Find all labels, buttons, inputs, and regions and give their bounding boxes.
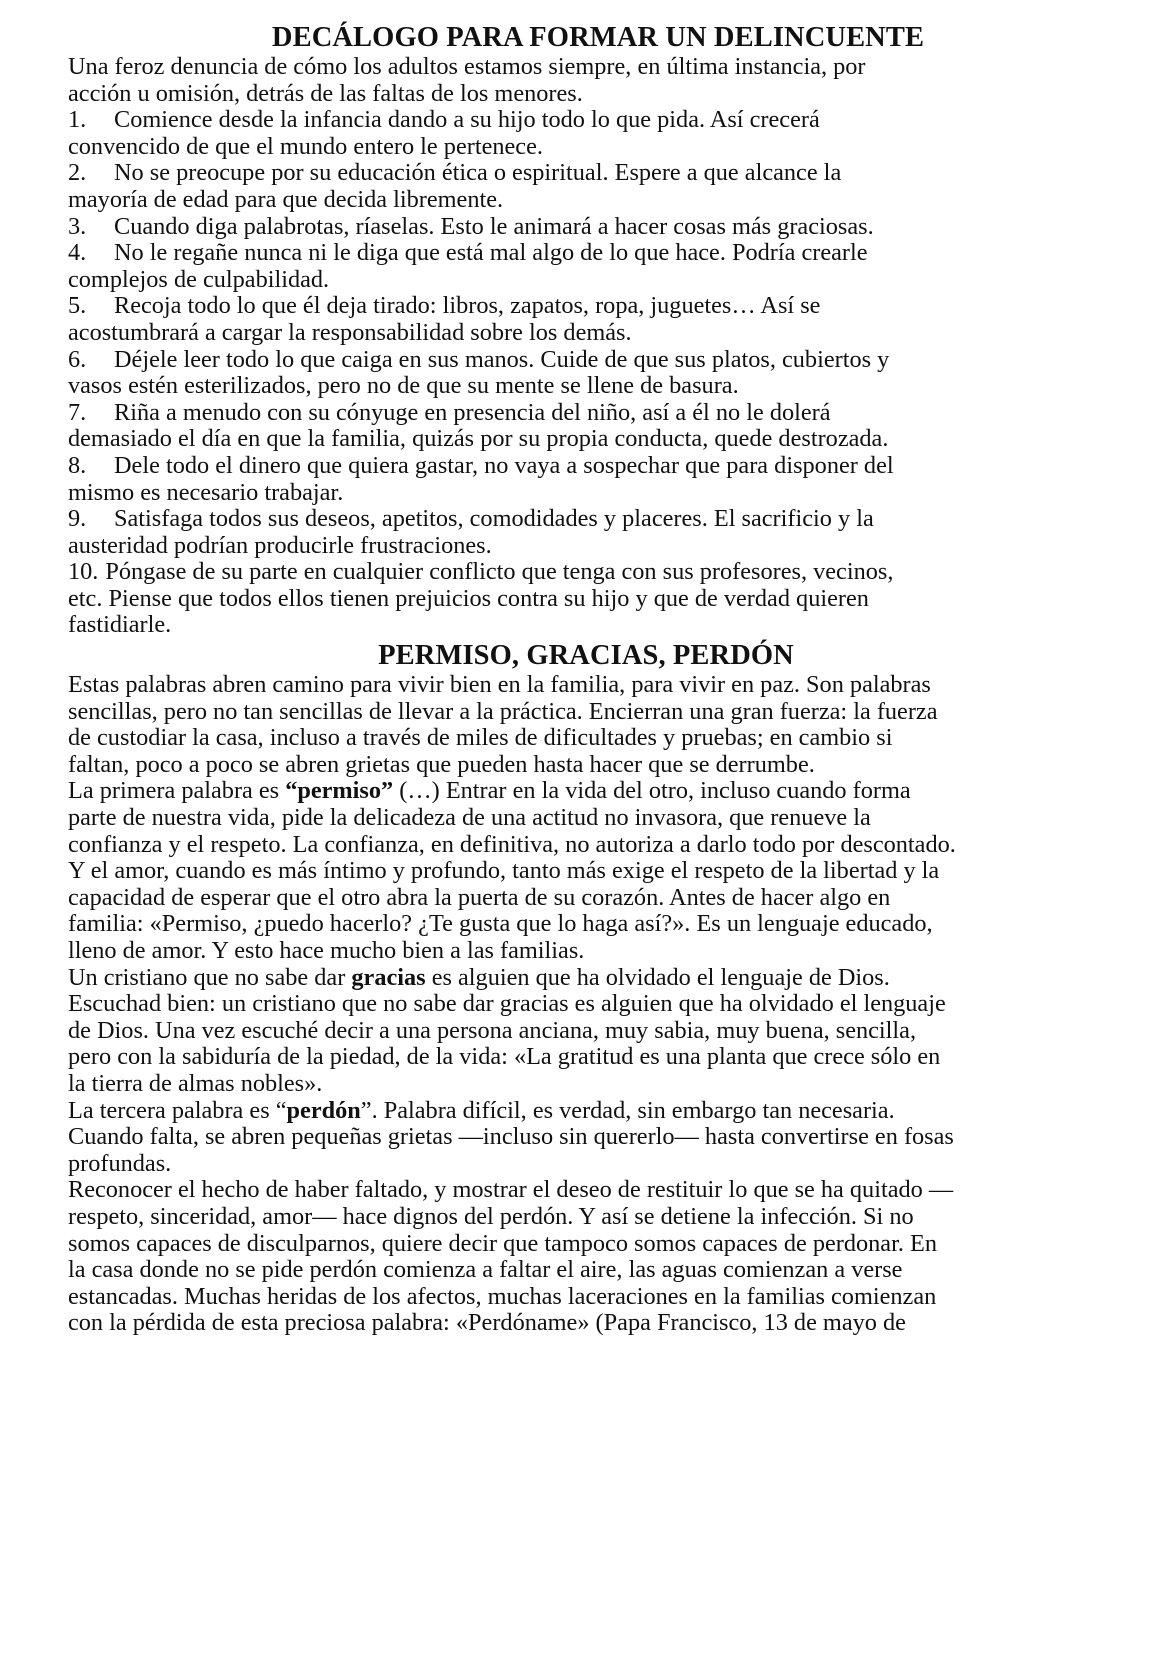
text-run: es alguien que ha olvidado el lenguaje de Dios. [425, 963, 890, 991]
paragraph-line: Escuchad bien: un cristiano que no sabe dar gracias es alguien que ha olvidado el lenguaje [68, 990, 946, 1018]
text-run: (…) Entrar en la vida del otro, incluso cuando forma [393, 777, 911, 805]
document-page [68, 22, 1114, 1337]
paragraph-line: familia: «Permiso, ¿puedo hacerlo? ¿Te gusta que lo haga así?». Es un lenguaje educado, [68, 910, 933, 938]
paragraph-line: capacidad de esperar que el otro abra la puerta de su corazón. Antes de hacer algo en [68, 883, 891, 911]
paragraph-line: la tierra de almas nobles». [68, 1069, 323, 1097]
paragraph-permiso [68, 778, 1114, 964]
keyword-gracias: gracias [351, 963, 426, 991]
item-text: Satisfaga todos sus deseos, apetitos, comodidades y placeres. El sacrificio y la [114, 505, 874, 533]
list-item [68, 453, 1114, 506]
intro-line: faltan, poco a poco se abren grietas que pueden hasta hacer que se derrumbe. [68, 750, 815, 778]
item-text: Riña a menudo con su cónyuge en presencia del niño, así a él no le dolerá [114, 398, 831, 426]
paragraph-perdon [68, 1098, 1114, 1178]
text-run: Un cristiano que no sabe dar [68, 963, 352, 991]
item-text: Comience desde la infancia dando a su hijo todo lo que pida. Así crecerá [114, 106, 820, 134]
item-text: Cuando diga palabrotas, ríaselas. Esto le animará a hacer cosas más graciosas. [114, 212, 874, 240]
item-text: demasiado el día en que la familia, quizás por su propia conducta, quede destrozada. [68, 425, 889, 453]
list-item [68, 293, 1114, 346]
item-number: 6. [68, 345, 87, 373]
item-text: fastidiarle. [68, 611, 172, 639]
item-text: Dele todo el dinero que quiera gastar, no vaya a sospechar que para disponer del [114, 451, 894, 479]
list-item [68, 506, 1114, 559]
item-text: etc. Piense que todos ellos tienen prejuicios contra su hijo y que de verdad quieren [68, 584, 869, 612]
text-run: La tercera palabra es “ [68, 1096, 287, 1124]
paragraph-line: pero con la sabiduría de la piedad, de la vida: «La gratitud es una planta que crece sólo en [68, 1043, 941, 1071]
paragraph-line: profundas. [68, 1149, 172, 1177]
list-item [68, 240, 1114, 293]
keyword-perdon: perdón [286, 1096, 361, 1124]
item-text: mismo es necesario trabajar. [68, 478, 344, 506]
paragraph-line: la casa donde no se pide perdón comienza a faltar el aire, las aguas comienzan a verse [68, 1256, 903, 1284]
paragraph-line: Reconocer el hecho de haber faltado, y mostrar el deseo de restituir lo que se ha quitado — [68, 1176, 954, 1204]
item-text: Póngase de su parte en cualquier conflicto que tenga con sus profesores, vecinos, [105, 558, 894, 586]
item-text: austeridad podrían producirle frustraciones. [68, 531, 492, 559]
keyword-permiso: “permiso” [285, 777, 394, 805]
text-run: ”. Palabra difícil, es verdad, sin embargo tan necesaria. [360, 1096, 895, 1124]
section2-intro [68, 672, 1114, 778]
paragraph-line: Y el amor, cuando es más íntimo y profundo, tanto más exige el respeto de la libertad y la [68, 857, 940, 885]
item-text: Recoja todo lo que él deja tirado: libros, zapatos, ropa, juguetes… Así se [114, 292, 821, 320]
paragraph-line: confianza y el respeto. La confianza, en definitiva, no autoriza a darlo todo por descontado. [68, 830, 956, 858]
paragraph-line: con la pérdida de esta preciosa palabra: «Perdóname» (Papa Francisco, 13 de mayo de [68, 1309, 906, 1337]
intro-line: sencillas, pero no tan sencillas de llevar a la práctica. Encierran una gran fuerza: la fuerza [68, 697, 938, 725]
item-number: 2. [68, 159, 87, 187]
item-number: 5. [68, 292, 87, 320]
item-number: 3. [68, 212, 87, 240]
item-text: convencido de que el mundo entero le pertenece. [68, 132, 543, 160]
item-text: complejos de culpabilidad. [68, 265, 330, 293]
decalogo-list [68, 107, 1114, 639]
list-item [68, 160, 1114, 213]
item-number: 8. [68, 451, 87, 479]
section-title-permiso-gracias-perdon: PERMISO, GRACIAS, PERDÓN [378, 640, 794, 672]
text-run: La primera palabra es [68, 777, 286, 805]
item-number: 7. [68, 398, 87, 426]
item-number: 9. [68, 505, 87, 533]
paragraph-line: lleno de amor. Y esto hace mucho bien a las familias. [68, 937, 585, 964]
list-item [68, 347, 1114, 400]
section-title-decalogo: DECÁLOGO PARA FORMAR UN DELINCUENTE [271, 22, 925, 53]
item-text: acostumbrará a cargar la responsabilidad sobre los demás. [68, 318, 632, 346]
intro-line: de custodiar la casa, incluso a través de miles de dificultades y pruebas; en cambio si [68, 724, 893, 752]
item-text: Déjele leer todo lo que caiga en sus manos. Cuide de que sus platos, cubiertos y [114, 345, 890, 373]
paragraph-line: parte de nuestra vida, pide la delicadeza de una actitud no invasora, que renueve la [68, 804, 871, 832]
list-item [68, 107, 1114, 160]
item-text: No se preocupe por su educación ética o espiritual. Espere a que alcance la [114, 159, 842, 187]
decalogo-intro [68, 54, 1114, 107]
intro-line: Estas palabras abren camino para vivir bien en la familia, para vivir en paz. Son palabras [68, 671, 931, 699]
item-text: mayoría de edad para que decida libremente. [68, 185, 504, 213]
paragraph-line: de Dios. Una vez escuché decir a una persona anciana, muy sabia, muy buena, sencilla, [68, 1016, 917, 1044]
list-item [68, 400, 1114, 453]
item-number: 4. [68, 239, 87, 267]
item-number: 1. [68, 106, 87, 134]
list-item [68, 214, 1114, 241]
list-item [68, 559, 1114, 639]
paragraph-line: respeto, sinceridad, amor— hace dignos del perdón. Y así se detiene la infección. Si no [68, 1202, 914, 1230]
item-text: vasos estén esterilizados, pero no de que su mente se llene de basura. [68, 372, 739, 400]
paragraph-line: estancadas. Muchas heridas de los afectos, muchas laceraciones en la familias comienzan [68, 1282, 937, 1310]
paragraph-gracias [68, 965, 1114, 1098]
intro-line: acción u omisión, detrás de las faltas de los menores. [68, 79, 583, 107]
intro-line: Una feroz denuncia de cómo los adultos estamos siempre, en última instancia, por [68, 53, 866, 80]
item-text: No le regañe nunca ni le diga que está mal algo de lo que hace. Podría crearle [114, 239, 868, 267]
paragraph-line: somos capaces de disculparnos, quiere decir que tampoco somos capaces de perdonar. En [68, 1229, 937, 1257]
item-number: 10. [68, 558, 99, 586]
paragraph-line: Cuando falta, se abren pequeñas grietas —incluso sin quererlo— hasta convertirse en fosas [68, 1123, 954, 1151]
paragraph-closing [68, 1177, 1114, 1337]
